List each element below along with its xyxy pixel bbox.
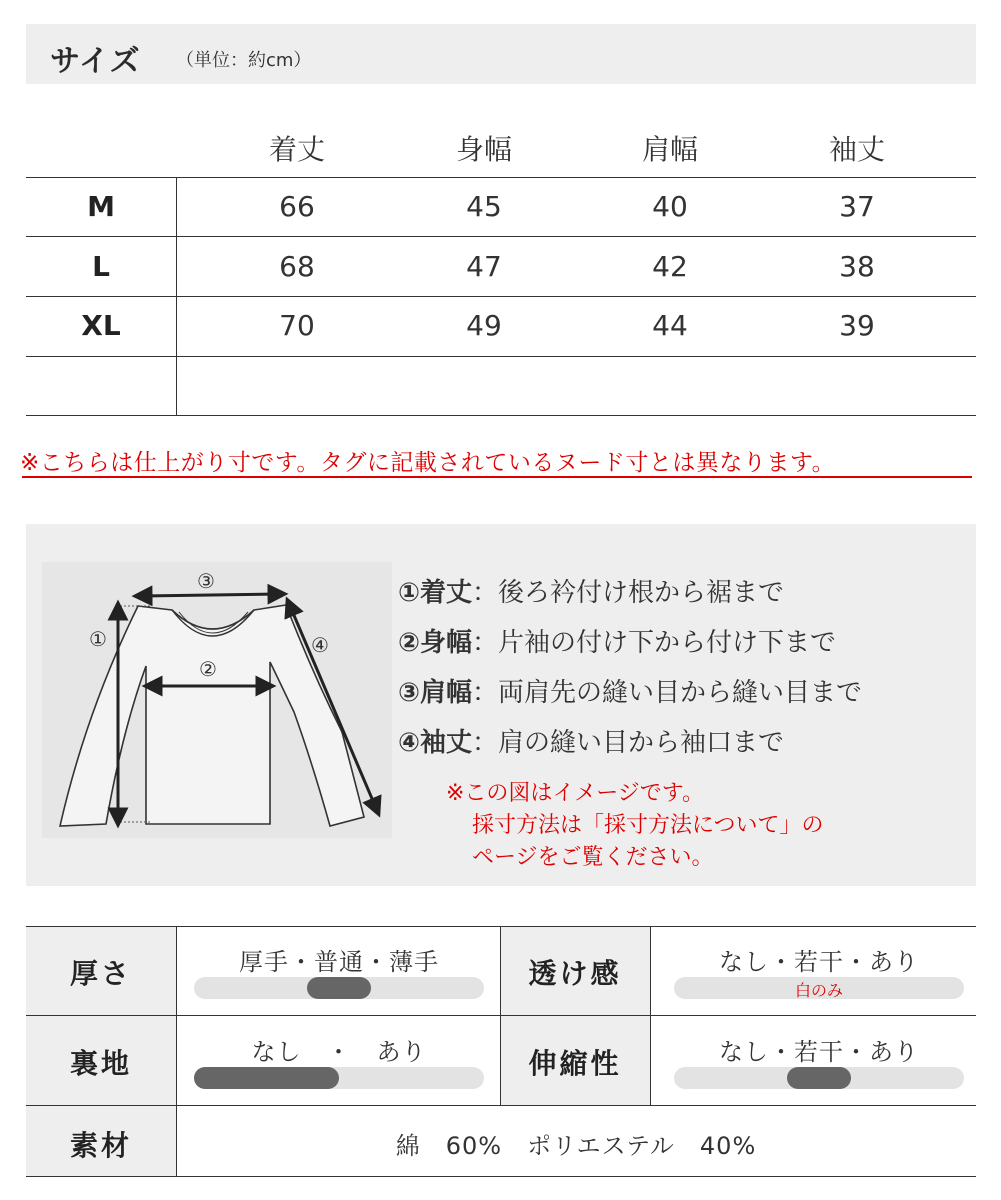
legend-item-width xyxy=(398,622,978,659)
legend-item-shoulder xyxy=(398,672,978,709)
legend-num: ④ xyxy=(398,728,421,758)
thickness-scale xyxy=(194,977,484,999)
transparency-note: 白のみ xyxy=(794,981,843,1000)
garment-diagram-area xyxy=(42,562,392,838)
diagram-note-line: ページをご覧ください。 xyxy=(472,845,714,870)
marker-3: ③ xyxy=(197,569,215,593)
lining-options: なし ・ あり xyxy=(251,1038,427,1066)
legend-num: ③ xyxy=(398,678,421,708)
material-label: 素材 xyxy=(69,1129,132,1162)
legend-num: ① xyxy=(398,578,421,608)
legend-term: 着丈 xyxy=(420,578,473,608)
row-header-l: L xyxy=(92,250,110,283)
table-cell: 40 xyxy=(652,190,688,223)
thickness-options: 厚手・普通・薄手 xyxy=(239,948,439,976)
legend-desc: 両肩先の縫い目から縫い目まで xyxy=(498,678,863,708)
marker-1: ① xyxy=(89,627,107,651)
stretch-indicator xyxy=(787,1067,851,1089)
table-divider xyxy=(26,177,976,178)
legend-sep: ： xyxy=(472,628,499,658)
legend-desc: 片袖の付け下から付け下まで xyxy=(498,628,837,658)
table-column-divider xyxy=(176,177,177,415)
row-header-xl: XL xyxy=(81,309,121,342)
finished-size-notice: ※こちらは仕上がり寸です。タグに記載されているヌード寸とは異なります。 xyxy=(20,450,836,476)
diagram-note-line: 採寸方法は「採寸方法について」の xyxy=(472,813,824,838)
table-cell: 47 xyxy=(466,250,502,283)
legend-desc: 肩の縫い目から袖口まで xyxy=(498,728,785,758)
lining-indicator xyxy=(194,1067,339,1089)
table-cell: 39 xyxy=(839,309,875,342)
thickness-indicator xyxy=(307,977,371,999)
page-title: サイズ xyxy=(50,44,141,79)
garment-diagram xyxy=(42,562,392,838)
marker-2: ② xyxy=(199,657,217,681)
spec-divider xyxy=(26,1176,976,1177)
spec-column-divider xyxy=(650,927,651,1105)
spec-divider xyxy=(26,1105,976,1106)
stretch-label: 伸縮性 xyxy=(528,1047,622,1080)
lining-label: 裏地 xyxy=(69,1047,132,1080)
col-header-sleeve: 袖丈 xyxy=(828,133,885,166)
material-value: 綿 60% ポリエステル 40% xyxy=(395,1132,757,1160)
transparency-options: なし・若干・あり xyxy=(719,948,919,976)
table-cell: 44 xyxy=(652,309,688,342)
notice-underline xyxy=(22,476,972,478)
diagram-note-line: ※この図はイメージです。 xyxy=(446,781,705,806)
table-divider xyxy=(26,415,976,416)
lining-scale xyxy=(194,1067,484,1089)
legend-item-sleeve xyxy=(398,722,978,759)
row-header-m: M xyxy=(87,190,115,223)
table-divider xyxy=(26,236,976,237)
transparency-label: 透け感 xyxy=(528,957,622,990)
spec-divider xyxy=(26,1015,976,1016)
legend-term: 袖丈 xyxy=(420,728,473,758)
thickness-label: 厚さ xyxy=(69,957,132,990)
legend-num: ② xyxy=(398,628,421,658)
table-cell: 38 xyxy=(839,250,875,283)
legend-sep: ： xyxy=(472,578,499,608)
legend-item-length xyxy=(398,572,978,609)
stretch-scale xyxy=(674,1067,964,1089)
legend-sep: ： xyxy=(472,678,499,708)
table-cell: 42 xyxy=(652,250,688,283)
unit-label: （単位：約cm） xyxy=(176,50,312,71)
legend-term: 身幅 xyxy=(420,628,473,658)
marker-4: ④ xyxy=(311,633,329,657)
table-cell: 66 xyxy=(279,190,315,223)
table-cell: 49 xyxy=(466,309,502,342)
spec-divider xyxy=(26,926,976,927)
legend-term: 肩幅 xyxy=(420,678,473,708)
col-header-width: 身幅 xyxy=(455,133,512,166)
col-header-shoulder: 肩幅 xyxy=(641,133,698,166)
stretch-options: なし・若干・あり xyxy=(719,1038,919,1066)
table-divider xyxy=(26,356,976,357)
table-cell: 45 xyxy=(466,190,502,223)
section-header xyxy=(26,24,976,84)
shoulder-arrow xyxy=(142,594,278,596)
table-cell: 68 xyxy=(279,250,315,283)
legend-sep: ： xyxy=(472,728,499,758)
table-divider xyxy=(26,296,976,297)
legend-desc: 後ろ衿付け根から裾まで xyxy=(498,578,785,608)
col-header-length: 着丈 xyxy=(268,133,325,166)
table-cell: 37 xyxy=(839,190,875,223)
table-cell: 70 xyxy=(279,309,315,342)
